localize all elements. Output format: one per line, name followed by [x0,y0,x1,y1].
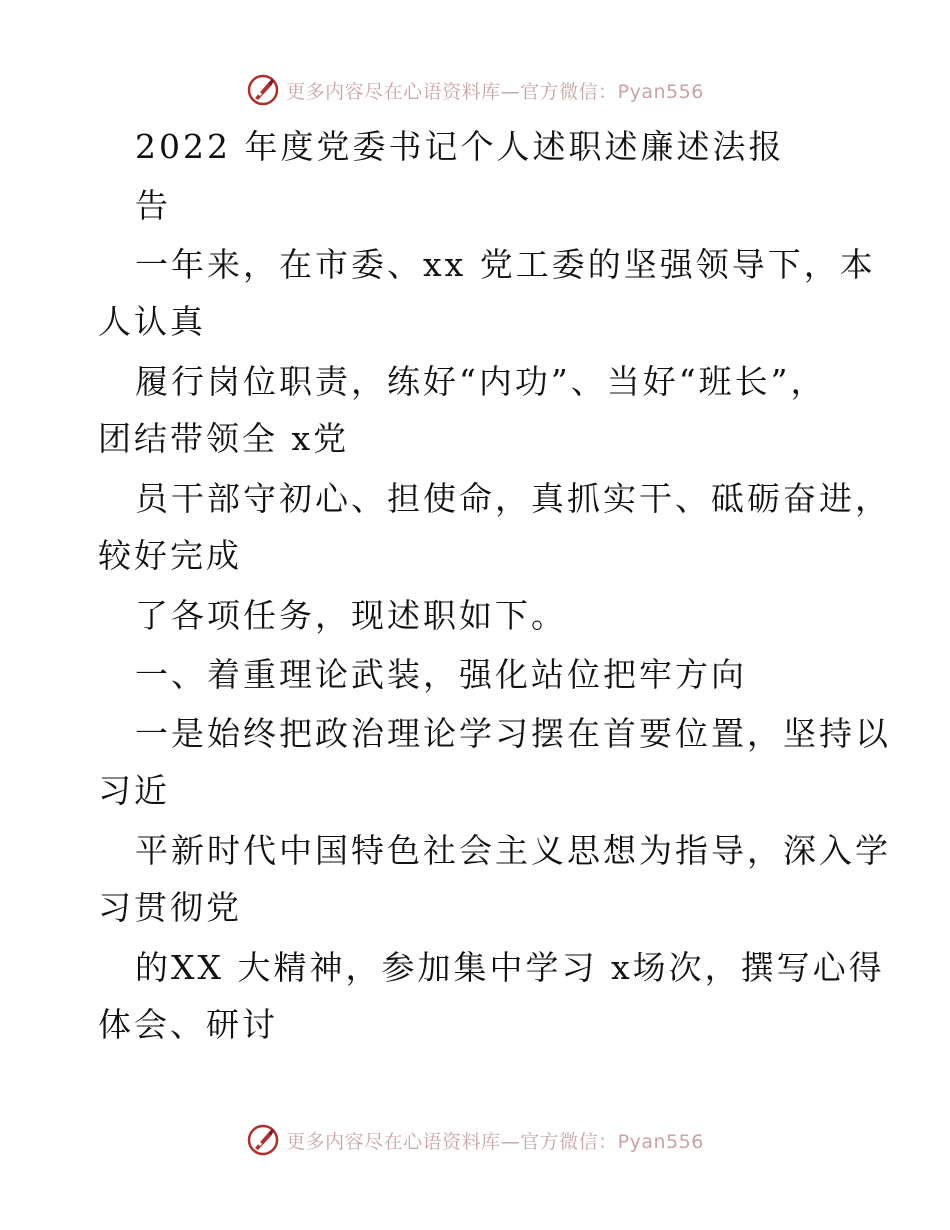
pen-nib-logo-icon [246,1123,280,1157]
paragraph-line: 了各项任务，现述职如下。 [135,596,567,635]
paragraph-line: 一是始终把政治理论学习摆在首要位置，坚持以 [135,714,891,753]
paragraph-line: 习近 [98,771,170,810]
paragraph-line: 员干部守初心、担使命，真抓实干、砥砺奋进， [135,479,891,518]
paragraph-line: 平新时代中国特色社会主义思想为指导，深入学 [135,831,891,870]
paragraph-line: 一年来，在市委、xx 党工委的坚强领导下，本 [135,245,876,284]
watermark-separator: — [500,80,521,103]
paragraph-line: 习贯彻党 [98,888,242,927]
paragraph-line: 履行岗位职责，练好“内功”、当好“班长”， [135,362,827,401]
paragraph-line: 体会、研讨 [98,1005,278,1044]
watermark-contact: 官方微信：Pyan556 [520,1130,704,1153]
paragraph-line: 人认真 [98,302,206,341]
document-title-line-2: 告 [135,186,171,225]
watermark-separator: — [500,1130,521,1153]
watermark-text: 更多内容尽在心语资料库 [286,1130,501,1153]
document-title-line-1: 2022 年度党委书记个人述职述廉述法报 [135,127,785,166]
paragraph-line: 的XX 大精神，参加集中学习 x场次，撰写心得 [135,948,885,987]
paragraph-line: 较好完成 [98,536,242,575]
watermark-text: 更多内容尽在心语资料库 [286,80,501,103]
pen-nib-logo-icon [246,73,280,107]
footer-watermark [0,1120,950,1160]
header-watermark [0,70,950,110]
paragraph-line: 团结带领全 x党 [98,419,350,458]
watermark-contact: 官方微信：Pyan556 [520,80,704,103]
section-heading: 一、着重理论武装，强化站位把牢方向 [135,655,747,694]
